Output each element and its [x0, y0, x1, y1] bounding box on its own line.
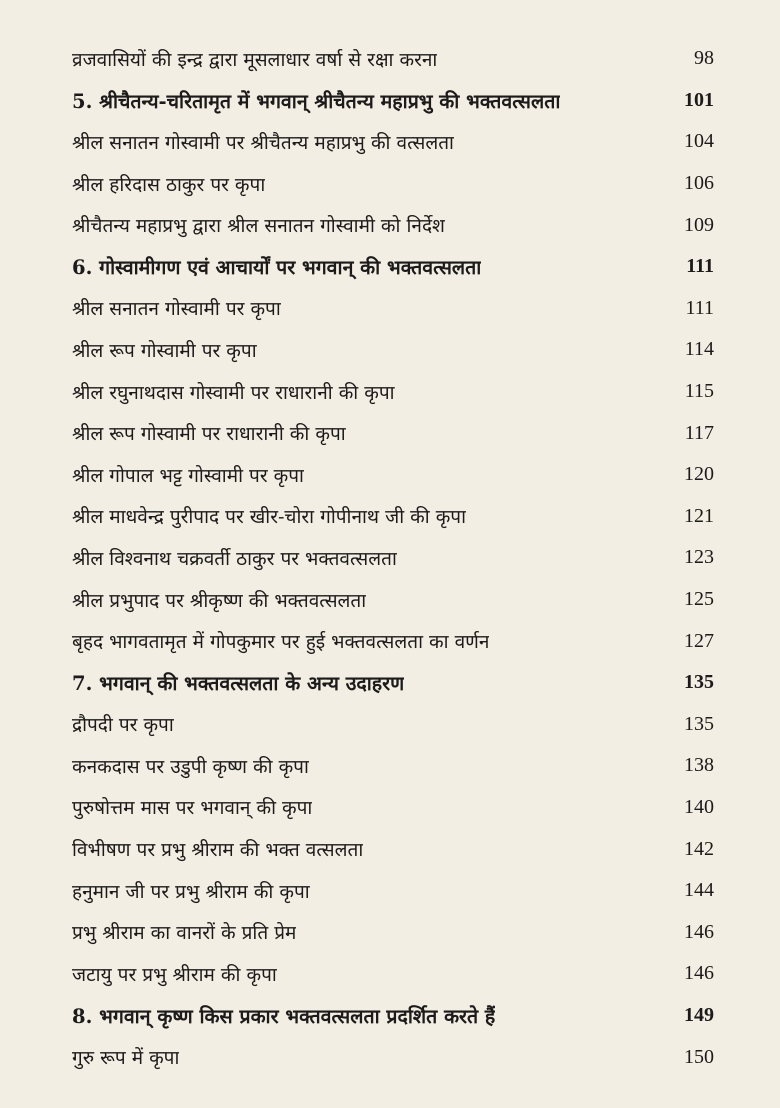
entry-title: श्रील रूप गोस्वामी पर कृपा	[72, 339, 257, 362]
entry-title: बृहद भागवतामृत में गोपकुमार पर हुई भक्तवत्सलता का वर्णन	[72, 631, 490, 654]
toc-entry	[72, 38, 714, 80]
entry-page-number: 111	[685, 296, 714, 319]
entry-page-number: 150	[684, 1045, 714, 1068]
entry-title: श्रील माधवेन्द्र पुरीपाद पर खीर-चोरा गोपीनाथ जी की कृपा	[72, 506, 467, 529]
entry-title: श्रील रूप गोस्वामी पर राधारानी की कृपा	[72, 423, 346, 446]
toc-entry	[72, 911, 714, 953]
entry-title: हनुमान जी पर प्रभु श्रीराम की कृपा	[72, 880, 310, 903]
entry-title: विभीषण पर प्रभु श्रीराम की भक्त वत्सलता	[72, 839, 364, 862]
table-of-contents	[72, 38, 714, 1078]
entry-title: श्रील हरिदास ठाकुर पर कृपा	[72, 173, 266, 196]
entry-page-number: 121	[684, 504, 714, 527]
entry-title: श्रील प्रभुपाद पर श्रीकृष्ण की भक्तवत्सलता	[72, 589, 367, 612]
toc-chapter-heading	[72, 995, 714, 1037]
entry-title: श्रील गोपाल भट्ट गोस्वामी पर कृपा	[72, 464, 304, 487]
toc-entry	[72, 496, 714, 538]
entry-page-number: 146	[684, 962, 714, 985]
toc-entry	[72, 953, 714, 995]
toc-entry	[72, 787, 714, 829]
entry-title: जटायु पर प्रभु श्रीराम की कृपा	[72, 963, 277, 986]
toc-chapter-heading	[72, 80, 714, 122]
toc-entry	[72, 1036, 714, 1078]
toc-entry	[72, 537, 714, 579]
entry-page-number: 135	[684, 712, 714, 735]
entry-page-number: 146	[684, 920, 714, 943]
toc-entry	[72, 745, 714, 787]
toc-entry	[72, 704, 714, 746]
toc-entry	[72, 454, 714, 496]
toc-chapter-heading	[72, 662, 714, 704]
entry-title: द्रौपदी पर कृपा	[72, 714, 174, 737]
entry-title: श्रील रघुनाथदास गोस्वामी पर राधारानी की कृपा	[72, 381, 395, 404]
entry-page-number: 149	[684, 1003, 714, 1026]
toc-entry	[72, 412, 714, 454]
entry-page-number: 140	[684, 795, 714, 818]
entry-page-number: 117	[684, 421, 714, 444]
entry-page-number: 135	[684, 671, 714, 694]
toc-entry	[72, 371, 714, 413]
entry-page-number: 144	[684, 879, 714, 902]
entry-page-number: 115	[684, 380, 714, 403]
toc-entry	[72, 579, 714, 621]
entry-page-number: 138	[684, 754, 714, 777]
toc-entry	[72, 620, 714, 662]
entry-page-number: 111	[686, 255, 714, 278]
entry-title: श्रील सनातन गोस्वामी पर कृपा	[72, 298, 281, 321]
entry-page-number: 114	[684, 338, 714, 361]
entry-title: श्रीचैतन्य महाप्रभु द्वारा श्रील सनातन गोस्वामी को निर्देश	[72, 215, 445, 238]
entry-title: 8. भगवान् कृष्ण किस प्रकार भक्तवत्सलता प्रदर्शित करते हैं	[72, 1004, 496, 1028]
toc-chapter-heading	[72, 246, 714, 288]
entry-title: 6. गोस्वामीगण एवं आचार्यों पर भगवान् की भक्तवत्सलता	[72, 256, 482, 280]
entry-page-number: 109	[684, 213, 714, 236]
entry-page-number: 120	[684, 463, 714, 486]
toc-entry	[72, 288, 714, 330]
toc-entry	[72, 329, 714, 371]
toc-entry	[72, 870, 714, 912]
toc-entry	[72, 163, 714, 205]
entry-page-number: 101	[684, 88, 714, 111]
entry-title: पुरुषोत्तम मास पर भगवान् की कृपा	[72, 797, 313, 820]
entry-page-number: 98	[694, 47, 714, 70]
toc-entry	[72, 828, 714, 870]
entry-title: व्रजवासियों की इन्द्र द्वारा मूसलाधार वर्षा से रक्षा करना	[72, 48, 438, 71]
entry-title: श्रील विश्वनाथ चक्रवर्ती ठाकुर पर भक्तवत्सलता	[72, 547, 397, 570]
toc-entry	[72, 204, 714, 246]
entry-title: 7. भगवान् की भक्तवत्सलता के अन्य उदाहरण	[72, 672, 405, 696]
entry-page-number: 106	[684, 172, 714, 195]
entry-title: 5. श्रीचैतन्य-चरितामृत में भगवान् श्रीचैतन्य महाप्रभु की भक्तवत्सलता	[72, 89, 561, 113]
entry-title: कनकदास पर उडुपी कृष्ण की कृपा	[72, 755, 309, 778]
entry-title: प्रभु श्रीराम का वानरों के प्रति प्रेम	[72, 922, 297, 945]
toc-entry	[72, 121, 714, 163]
entry-page-number: 123	[684, 546, 714, 569]
entry-page-number: 104	[684, 130, 714, 153]
entry-title: श्रील सनातन गोस्वामी पर श्रीचैतन्य महाप्रभु की वत्सलता	[72, 131, 454, 154]
entry-title: गुरु रूप में कृपा	[72, 1047, 180, 1070]
entry-page-number: 127	[684, 629, 714, 652]
entry-page-number: 142	[684, 837, 714, 860]
entry-page-number: 125	[684, 588, 714, 611]
